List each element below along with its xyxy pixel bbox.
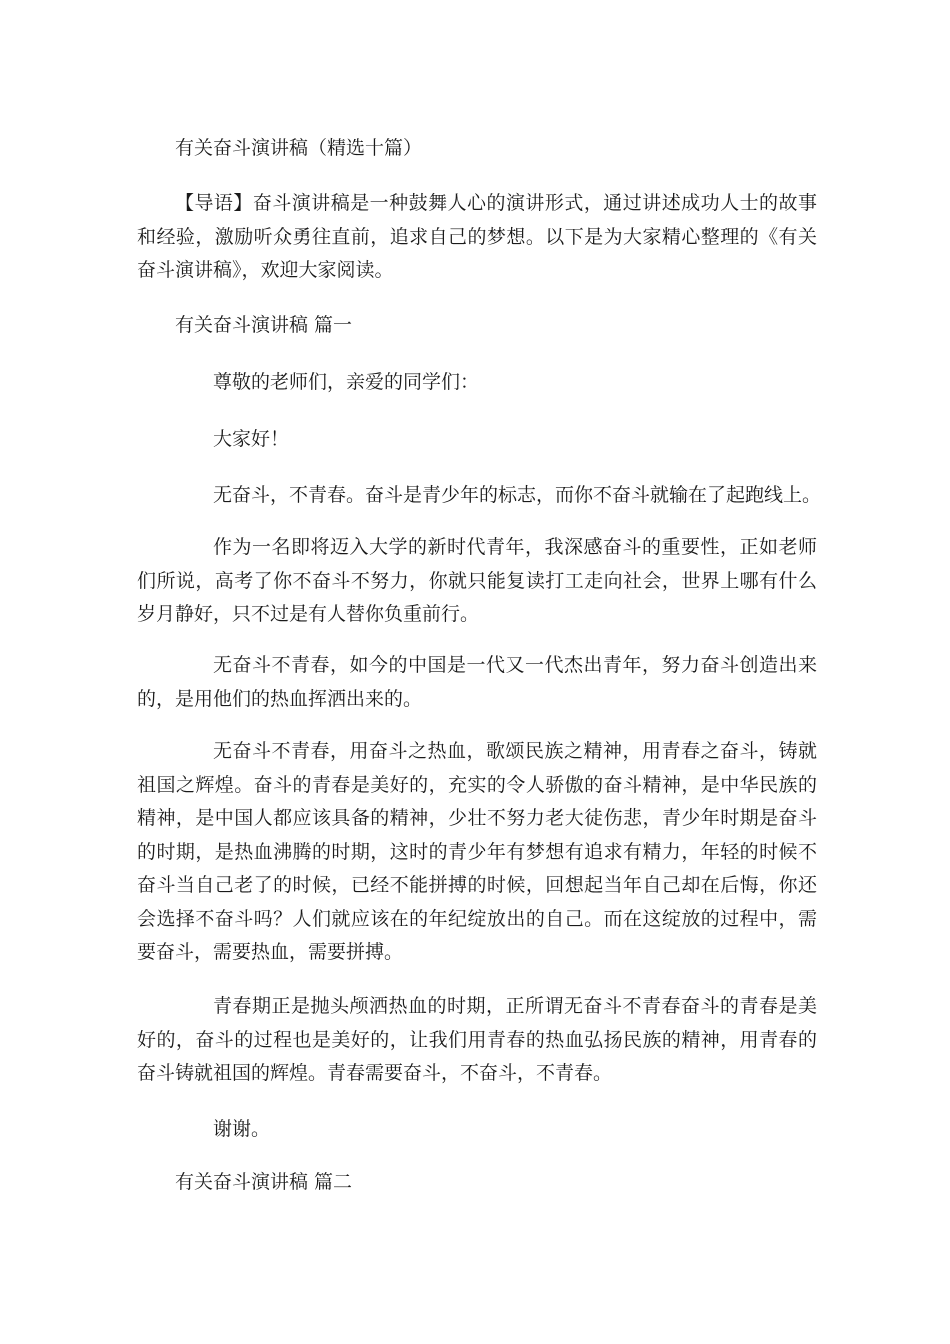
body-paragraph: 作为一名即将迈入大学的新时代青年，我深感奋斗的重要性，正如老师们所说，高考了你不奋斗不努力，你就只能复读打工走向社会，世界上哪有什么岁月静好，只不过是有人替你负重前行。 <box>137 536 817 625</box>
body-paragraph: 无奋斗，不青春。奋斗是青少年的标志，而你不奋斗就输在了起跑线上。 <box>213 484 822 506</box>
intro-paragraph: 【导语】奋斗演讲稿是一种鼓舞人心的演讲形式，通过讲述成功人士的故事和经验，激励听众勇往直前，追求自己的梦想。以下是为大家精心整理的《有关奋斗演讲稿》，欢迎大家阅读。 <box>137 192 817 281</box>
body-paragraph: 无奋斗不青春，如今的中国是一代又一代杰出青年，努力奋斗创造出来的，是用他们的热血挥洒出来的。 <box>137 654 817 710</box>
body-paragraph: 青春期正是抛头颅洒热血的时期，正所谓无奋斗不青春奋斗的青春是美好的，奋斗的过程也是美好的，让我们用青春的热血弘扬民族的精神，用青春的奋斗铸就祖国的辉煌。青春需要奋斗，不奋斗，不青春。 <box>137 995 817 1084</box>
greeting: 大家好！ <box>213 428 290 450</box>
section-heading-1: 有关奋斗演讲稿 篇一 <box>175 314 353 336</box>
closing-line: 谢谢。 <box>213 1118 271 1140</box>
body-paragraph: 无奋斗不青春，用奋斗之热血，歌颂民族之精神，用青春之奋斗，铸就祖国之辉煌。奋斗的青春是美好的，充实的令人骄傲的奋斗精神，是中华民族的精神，是中国人都应该具备的精神，少壮不努力老大徒伤悲，青少年时期是奋斗的时期，是热血沸腾的时期，这时的青少年有梦想有追求有精力，年轻的时候不奋斗当自己老了的时候，已经不能拼搏的时候，回想起当年自己却在后悔，你还会选择不奋斗吗？人们就应该在的年纪绽放出的自己。而在这绽放的过程中，需要奋斗，需要热血，需要拼搏。 <box>137 740 817 963</box>
section-heading-2: 有关奋斗演讲稿 篇二 <box>175 1171 353 1193</box>
document-title: 有关奋斗演讲稿（精选十篇） <box>175 137 423 159</box>
salutation: 尊敬的老师们，亲爱的同学们： <box>213 371 480 393</box>
